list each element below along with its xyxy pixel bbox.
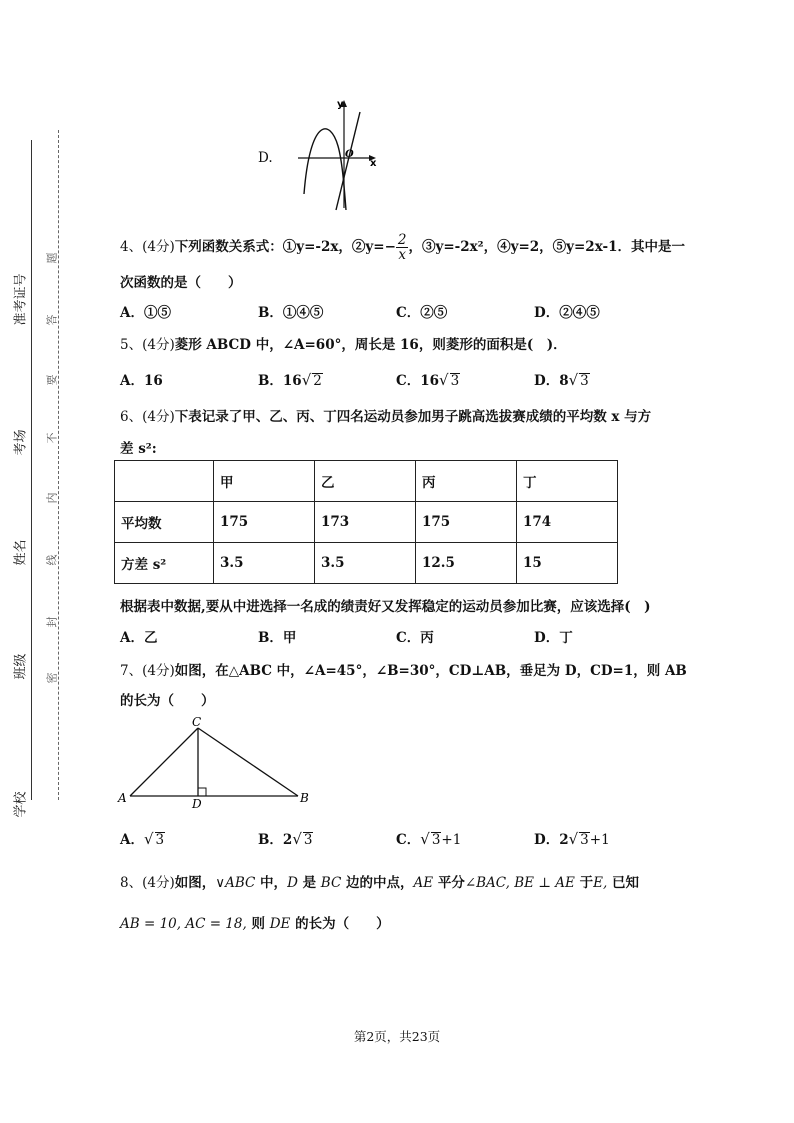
q5-option-d[interactable]: D．8√ 3: [534, 371, 589, 389]
vertex-b-label: B: [300, 791, 309, 805]
table-cell: 12.5: [416, 543, 517, 584]
exam-id-label: 准考证号: [13, 273, 29, 326]
q6-option-a[interactable]: A．乙: [120, 630, 158, 646]
q3-option-d-label: D.: [258, 150, 273, 166]
q6-line1: 6、(4分)下表记录了甲、乙、丙、丁四名运动员参加男子跳高选拔赛成绩的平均数 x 与方: [120, 409, 652, 425]
q7-line1: 7、(4分)如图，在△ABC 中，∠A=45°，∠B=30°，CD⊥AB，垂足为 D，CD=1，则 AB: [120, 663, 687, 679]
q3-option-d-graph: [296, 98, 382, 214]
q6-after-text: 根据表中数据,要从中进选择一名成的绩责好又发挥稳定的运动员参加比赛，应该选择( ): [120, 599, 651, 615]
seal-word: 内: [45, 492, 59, 504]
point-d-label: D: [192, 797, 202, 810]
q6-table: [114, 460, 618, 584]
right-angle-mark: [198, 788, 206, 796]
exam-room-label: 考场: [13, 429, 29, 456]
table-cell: [115, 461, 214, 502]
q5-line1: 5、(4分)菱形 ABCD 中，∠A=60°，周长是 16，则菱形的面积是( )．: [120, 337, 567, 353]
q7-triangle-figure: [116, 714, 316, 810]
vertex-a-label: A: [118, 791, 127, 805]
q7-option-a[interactable]: A．√ 3: [120, 830, 165, 848]
q5-option-b[interactable]: B．16√ 2: [258, 371, 322, 389]
table-cell: 平均数: [115, 502, 214, 543]
seal-word: 封: [45, 616, 59, 628]
name-label: 姓名: [13, 539, 29, 566]
q7-option-c[interactable]: C．√ 3+1: [396, 830, 462, 848]
table-cell: 15: [517, 543, 618, 584]
q4-option-b[interactable]: B．①④⑤: [258, 305, 324, 321]
table-cell: 3.5: [315, 543, 416, 584]
school-label: 学校: [13, 791, 29, 818]
q7-option-d[interactable]: D．2√ 3+1: [534, 830, 610, 848]
table-row: [115, 502, 618, 543]
table-row: [115, 543, 618, 584]
seal-word: 不: [45, 432, 59, 444]
table-cell: 乙: [315, 461, 416, 502]
table-cell: 甲: [214, 461, 315, 502]
seal-word: 题: [45, 252, 59, 264]
q4-line2: 次函数的是（ ）: [120, 275, 242, 291]
seal-word: 要: [45, 374, 59, 386]
seal-dotted-line: [58, 130, 59, 800]
q4-fraction: $\frac{2}{x}$: [397, 232, 407, 263]
seal-word: 答: [45, 314, 59, 326]
table-cell: 丁: [517, 461, 618, 502]
sidebar-rule: [31, 140, 32, 800]
table-row: [115, 461, 618, 502]
seal-word: 线: [45, 554, 59, 566]
q8-line2: AB = 10, AC = 18, 则 DE 的长为（ ）: [120, 916, 390, 932]
table-cell: 方差 s²: [115, 543, 214, 584]
class-label: 班级: [13, 653, 29, 680]
y-axis-label: y: [337, 99, 344, 110]
origin-label: O: [345, 149, 354, 160]
table-cell: 175: [416, 502, 517, 543]
side-bc: [198, 728, 298, 796]
table-cell: 3.5: [214, 543, 315, 584]
q5-option-c[interactable]: C．16√ 3: [396, 371, 460, 389]
side-ac: [130, 728, 198, 796]
q6-option-c[interactable]: C．丙: [396, 630, 434, 646]
q7-option-b[interactable]: B．2√ 3: [258, 830, 313, 848]
seal-word: 密: [45, 672, 59, 684]
q4-line1: 4、(4分)下列函数关系式：①y=-2x，②y=− $\frac{2}{x}$ ，③y=-2x²，④y=2，⑤y=2x-1．其中是一: [120, 232, 686, 263]
q4-option-c[interactable]: C．②⑤: [396, 305, 448, 321]
line-graph: [336, 112, 360, 210]
x-axis-label: x: [370, 158, 377, 169]
q6-line2: 差 s²:: [120, 441, 157, 457]
vertex-c-label: C: [192, 715, 202, 729]
table-cell: 174: [517, 502, 618, 543]
table-cell: 丙: [416, 461, 517, 502]
q6-option-b[interactable]: B．甲: [258, 630, 297, 646]
q6-option-d[interactable]: D．丁: [534, 630, 573, 646]
q4-option-a[interactable]: A．①⑤: [120, 305, 171, 321]
q7-line2: 的长为（ ）: [120, 693, 215, 709]
q4-option-d[interactable]: D．②④⑤: [534, 305, 600, 321]
table-cell: 173: [315, 502, 416, 543]
q8-line1: 8、(4分)如图，∨ABC 中，D 是 BC 边的中点，AE 平分∠BAC, BE ⊥ AE 于E, 已知: [120, 875, 639, 891]
table-cell: 175: [214, 502, 315, 543]
page-footer: 第2页，共23页: [353, 1029, 441, 1044]
q5-option-a[interactable]: A．16: [120, 373, 163, 389]
